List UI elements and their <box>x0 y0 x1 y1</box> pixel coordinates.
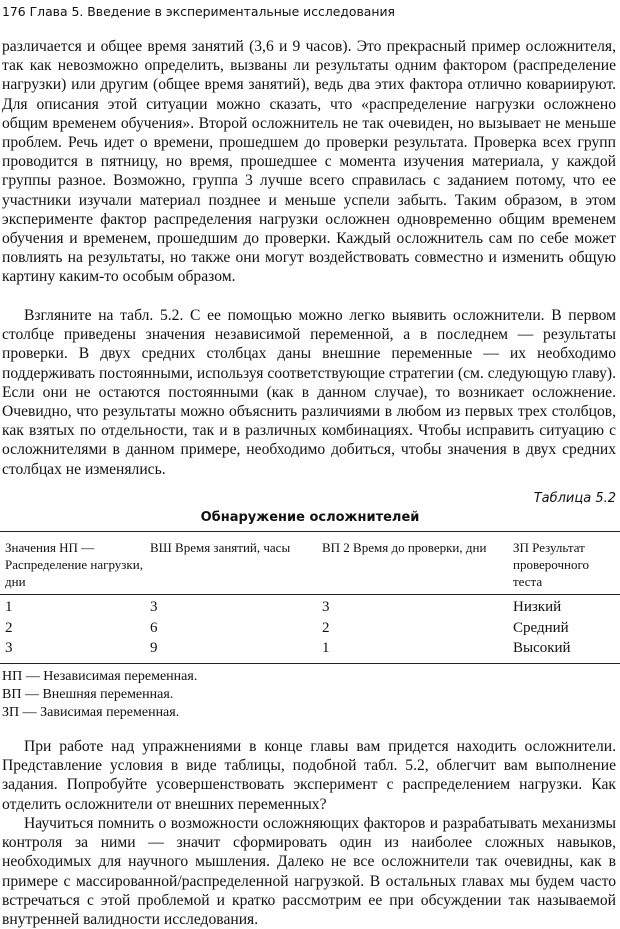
table-top-rule <box>0 531 620 532</box>
table-cell: 6 <box>150 620 158 636</box>
table-note: НП — Независимая переменная. <box>2 669 198 684</box>
table-cell: Низкий <box>513 599 562 615</box>
table-header-cell: ВП 2 Время до проверки, дни <box>322 540 487 555</box>
table-cell: 3 <box>150 599 158 615</box>
table-cell: Высокий <box>513 640 571 656</box>
table-note: ВП — Внешняя переменная. <box>2 687 174 702</box>
table-header-cell: ЗП Результат проверочного теста <box>513 540 589 589</box>
table-title: Обнаружение осложнителей <box>200 510 420 525</box>
page-number: 176 <box>2 4 26 19</box>
table-bottom-rule <box>0 663 620 664</box>
table-note: ЗП — Зависимая переменная. <box>2 705 180 720</box>
paragraph-3: При работе над упражнениями в конце главы вам придется находить осложнители. Представление условия в виде таблицы, подобной табл. 5.2, облегчит вам выполнение задания. Попробуйте усовершенствовать эксперимент с распределением нагрузки. Как отделить осложнители от внешних переменных? <box>2 738 616 813</box>
table-cell: 1 <box>5 599 13 615</box>
paragraph-2: Взгляните на табл. 5.2. С ее помощью можно легко выявить осложнители. В первом столбце приведены значения независимой переменной, а в последнем — результаты проверки. В двух средних столбцах даны внешние переменные — их необходимо поддерживать постоянными, используя соответствующие стратегии (см. следующую главу). Если они не остаются постоянными (как в данном случае), то возникает осложнение. Очевидно, что результаты можно объяснить различиями в любом из первых трех столбцов, как взятых по отдельности, так и в различных комбинациях. Чтобы исправить ситуацию с осложнителями в данном примере, необходимо добиться, чтобы значения в двух средних столбцах не изменялись. <box>2 307 616 478</box>
table-header-rule <box>0 594 620 595</box>
running-header <box>2 2 616 22</box>
table-caption: Таблица 5.2 <box>533 491 616 506</box>
table-cell: 1 <box>322 640 330 656</box>
table-cell: Средний <box>513 620 569 636</box>
table-header-cell: ВШ Время занятий, часы <box>150 540 291 555</box>
table-cell: 2 <box>5 620 13 636</box>
paragraph-1: различается и общее время занятий (3,6 и 9 часов). Это прекрасный пример осложнителя, так как невозможно определить, вызваны ли результаты одним фактором (распределение нагрузки) или другим (общее время занятий), ведь два этих фактора отлично ковариируют. Для описания этой ситуации можно сказать, что «распределение нагрузки осложнено общим временем обучения». Второй осложнитель не так очевиден, но вызывает не меньше проблем. Речь идет о времени, прошедшем до проверки результата. Проверка всех групп проводится в пятницу, но время, прошедшее с момента изучения материала, у каждой группы разное. Возможно, группа 3 лучше всего справилась с заданием потому, что ее участники изучали материал позднее и меньше успели забыть. Таким образом, в этом эксперименте фактор распределения нагрузки осложнен одновременно общим временем обучения и временем, прошедшим до проверки. Каждый осложнитель сам по себе может повлиять на результаты, но также они могут воздействовать совместно и изменить общую картину каким-то особым образом. <box>2 38 616 286</box>
running-title: Глава 5. Введение в экспериментальные исследования <box>29 4 396 19</box>
table-cell: 9 <box>150 640 158 656</box>
table-cell: 2 <box>322 620 330 636</box>
table-cell: 3 <box>5 640 13 656</box>
paragraph-4: Научиться помнить о возможности осложняющих факторов и разрабатывать механизмы контроля за ними — значит сформировать один из наиболее сложных навыков, необходимых для научного мышления. Далеко не все осложнители так очевидны, как в примере с массированной/распределенной нагрузкой. В остальных главах мы будем часто встречаться с этой проблемой и кратко рассмотрим ее при обсуждении так называемой внутренней валидности исследования. <box>2 815 616 929</box>
table-header-cell: Значения НП — Распределение нагрузки, дни <box>5 540 143 589</box>
table-cell: 3 <box>322 599 330 615</box>
